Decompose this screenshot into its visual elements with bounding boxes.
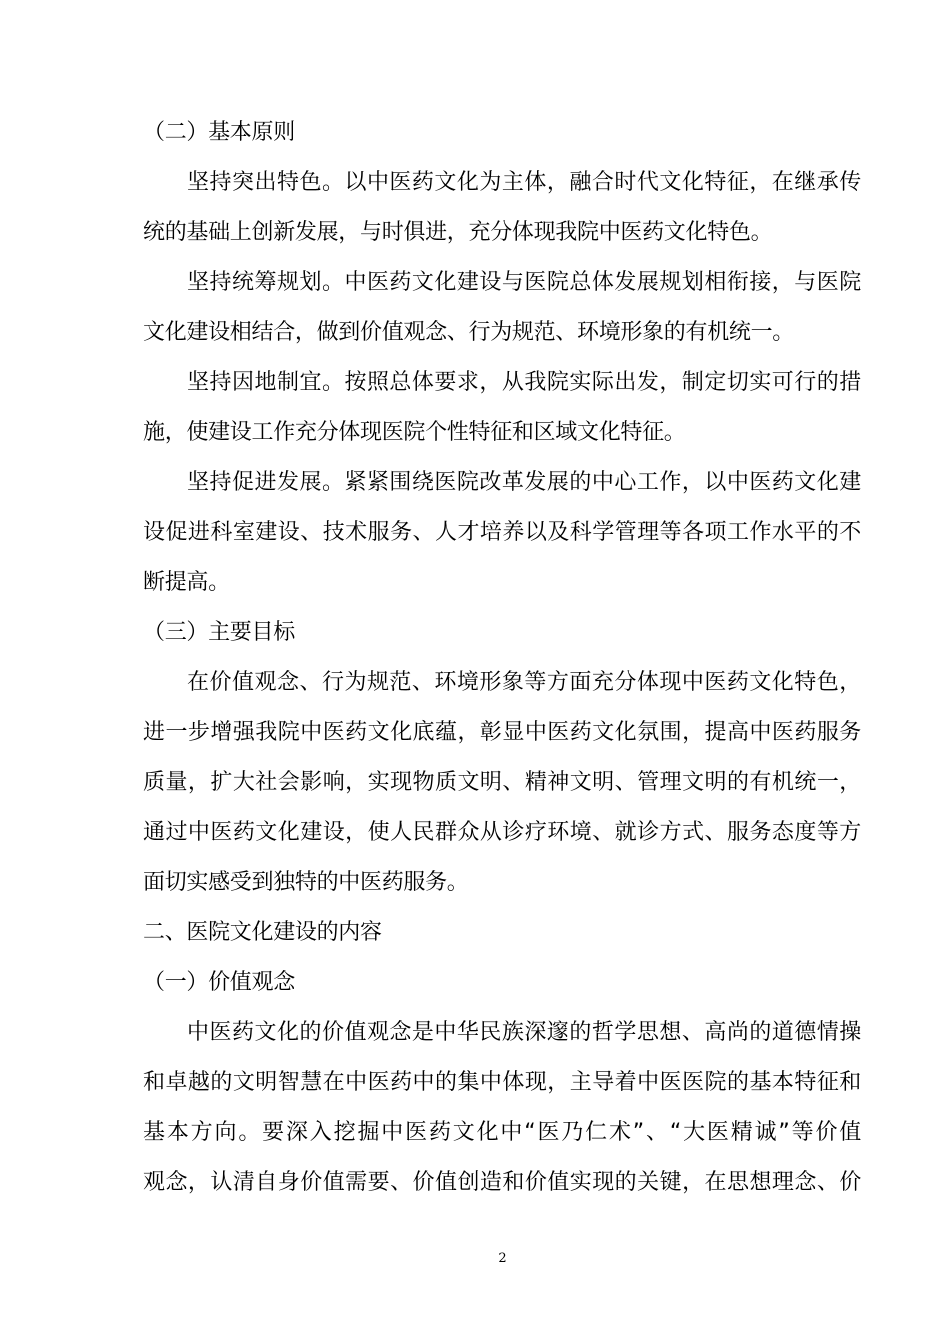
paragraph-line: 文化建设相结合，做到价值观念、行为规范、环境形象的有机统一。 (143, 320, 795, 345)
paragraph-line: 观念，认清自身价值需要、价值创造和价值实现的关键，在思想理念、价 (143, 1170, 861, 1195)
paragraph-line: 坚持突出特色。以中医药文化为主体，融合时代文化特征，在继承传 (187, 170, 861, 195)
paragraph-line: 统的基础上创新发展，与时俱进，充分体现我院中医药文化特色。 (143, 220, 773, 245)
section-heading-main-goals: （三）主要目标 (143, 620, 295, 645)
paragraph-line: 施，使建设工作充分体现医院个性特征和区域文化特征。 (143, 420, 686, 445)
section-heading-basic-principles: （二）基本原则 (143, 120, 295, 145)
paragraph-line: 面切实感受到独特的中医药服务。 (143, 870, 469, 895)
paragraph-line: 通过中医药文化建设，使人民群众从诊疗环境、就诊方式、服务态度等方 (143, 820, 861, 845)
paragraph-line: 断提高。 (143, 570, 230, 595)
paragraph-line: 进一步增强我院中医药文化底蕴，彰显中医药文化氛围，提高中医药服务 (143, 720, 861, 745)
chapter-heading-culture-content: 二、医院文化建设的内容 (143, 920, 382, 945)
paragraph-line: 中医药文化的价值观念是中华民族深邃的哲学思想、高尚的道德情操 (187, 1020, 861, 1045)
paragraph-line: 和卓越的文明智慧在中医药中的集中体现，主导着中医医院的基本特征和 (143, 1070, 861, 1095)
paragraph-line: 坚持促进发展。紧紧围绕医院改革发展的中心工作，以中医药文化建 (187, 470, 861, 495)
paragraph-line: 设促进科室建设、技术服务、人才培养以及科学管理等各项工作水平的不 (143, 520, 861, 545)
paragraph-line: 坚持统筹规划。中医药文化建设与医院总体发展规划相衔接，与医院 (187, 270, 861, 295)
page-number: 2 (498, 1251, 507, 1266)
paragraph-line: 基本方向。要深入挖掘中医药文化中“医乃仁术”、“大医精诚”等价值 (143, 1120, 861, 1145)
section-heading-value-concepts: （一）价值观念 (143, 970, 295, 995)
paragraph-line: 坚持因地制宜。按照总体要求，从我院实际出发，制定切实可行的措 (187, 370, 861, 395)
paragraph-line: 在价值观念、行为规范、环境形象等方面充分体现中医药文化特色， (187, 670, 861, 695)
paragraph-line: 质量，扩大社会影响，实现物质文明、精神文明、管理文明的有机统一， (143, 770, 861, 795)
